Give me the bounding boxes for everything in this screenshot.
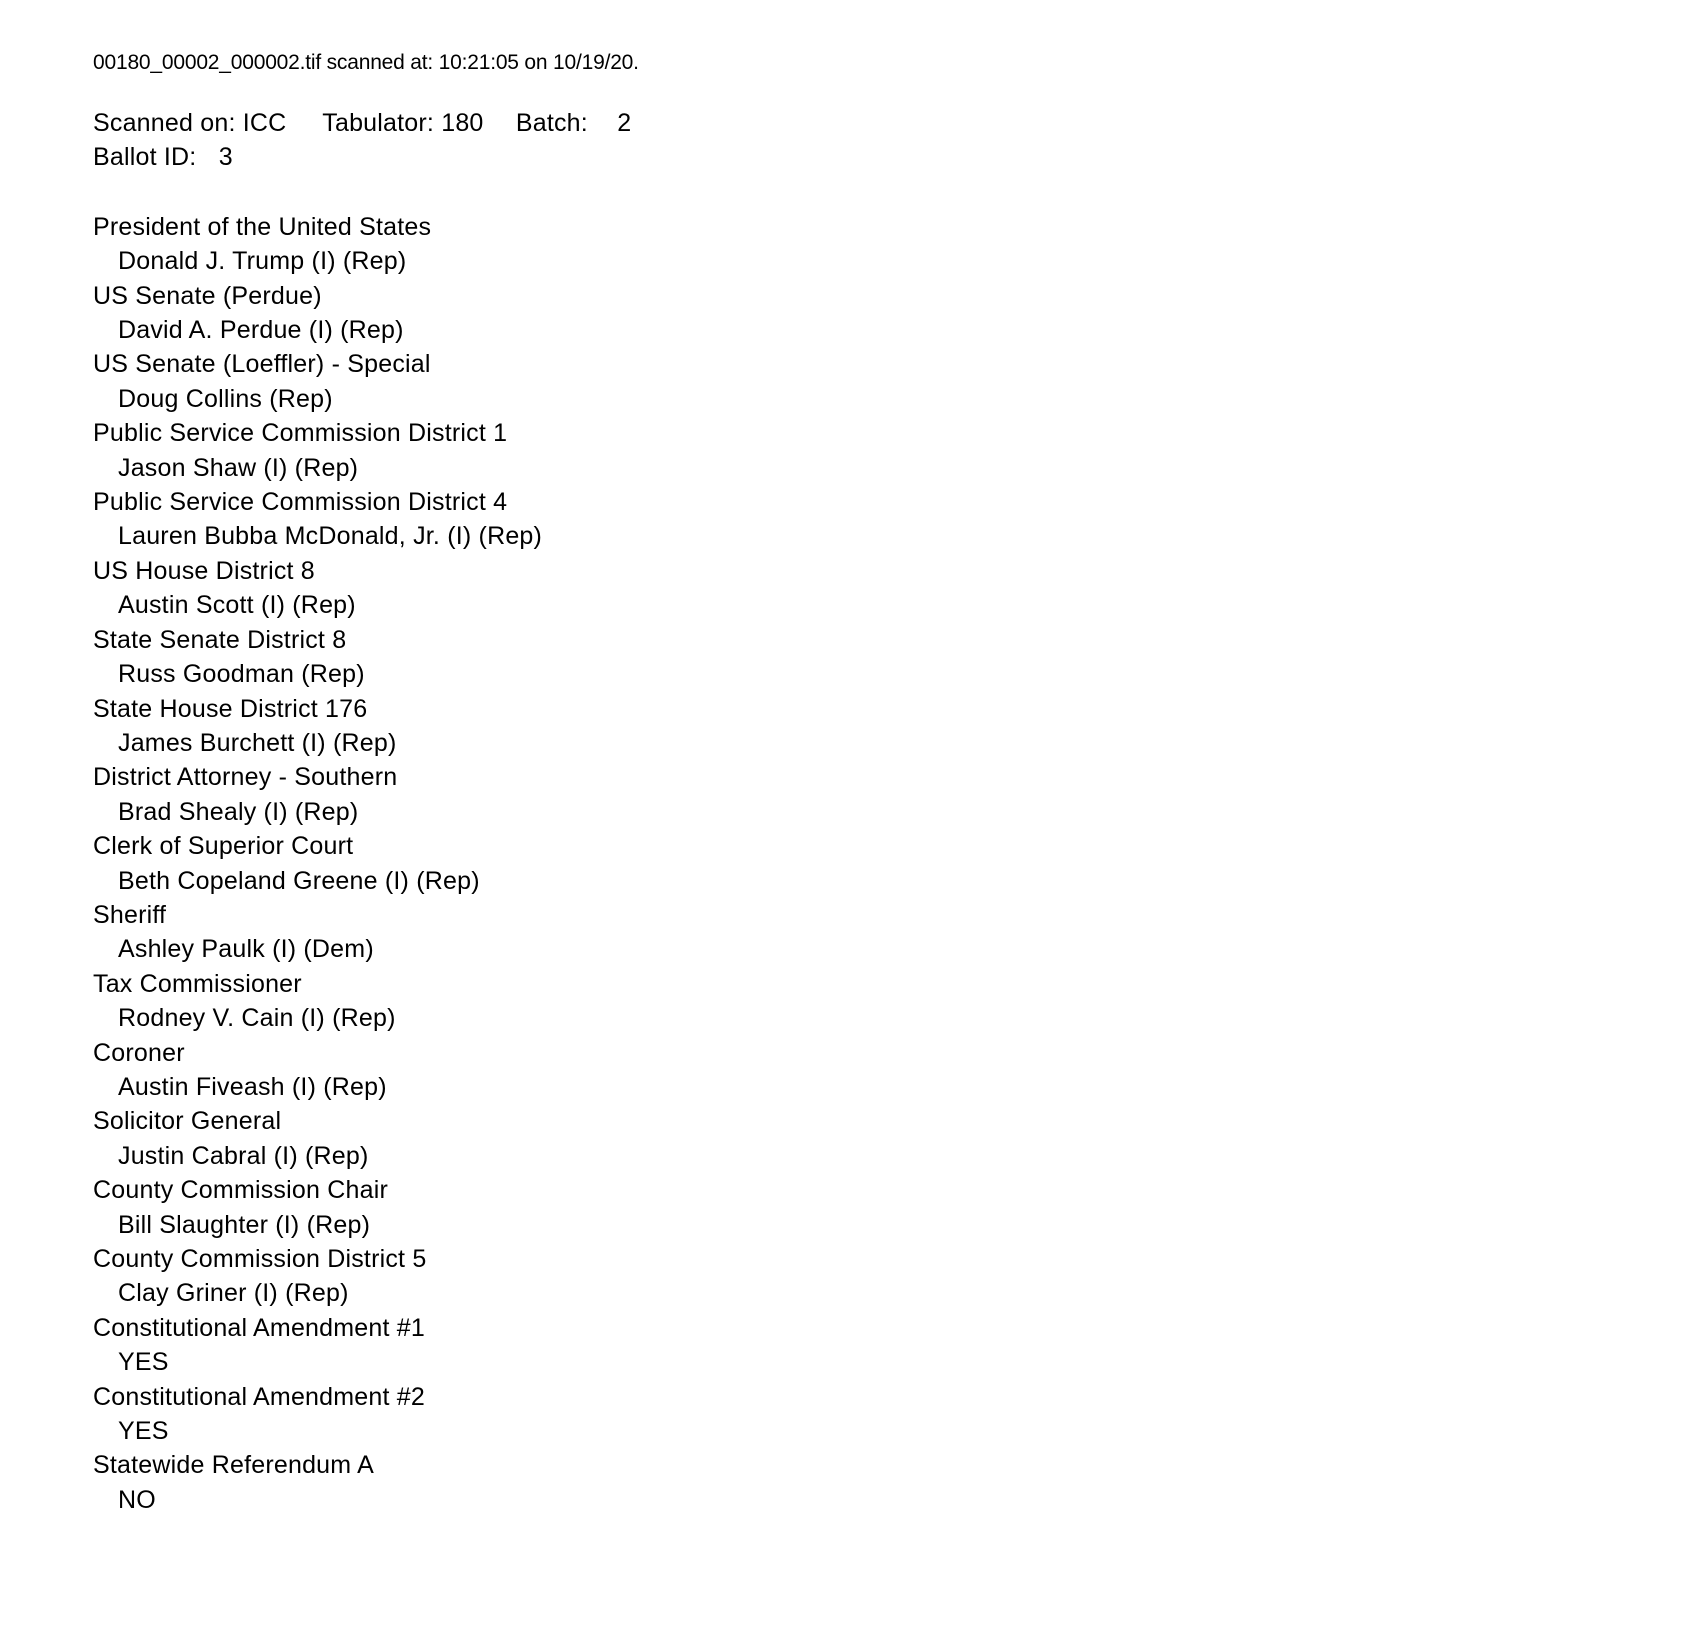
contest-selection: Austin Scott (I) (Rep) (118, 591, 356, 620)
contest-selection: Justin Cabral (I) (Rep) (118, 1141, 369, 1170)
contest-selection: Lauren Bubba McDonald, Jr. (I) (Rep) (118, 522, 543, 551)
contest-name: Public Service Commission District 4 (93, 488, 508, 517)
tabulator-value: 180 (441, 109, 484, 137)
contest-selection: Clay Griner (I) (Rep) (118, 1279, 349, 1308)
contest-entry (93, 623, 1667, 692)
contest-name: US Senate (Perdue) (93, 281, 322, 310)
contest-name: State Senate District 8 (93, 625, 347, 654)
contest-entry (93, 279, 1667, 348)
scan-meta-block (93, 106, 1667, 175)
contest-selection: Austin Fiveash (I) (Rep) (118, 1072, 387, 1101)
contest-entry (93, 829, 1667, 898)
ballot-id-value: 3 (218, 143, 233, 172)
ballot-id-line (93, 140, 1667, 174)
contest-entry (93, 554, 1667, 623)
contest-entry (93, 1380, 1667, 1449)
scan-meta-line (93, 106, 1667, 140)
contest-name: Constitutional Amendment #2 (93, 1382, 425, 1411)
scanned-on-value: ICC (242, 109, 287, 137)
contest-selection: Rodney V. Cain (I) (Rep) (118, 1004, 396, 1033)
contest-entry (93, 1173, 1667, 1242)
contest-entry (93, 210, 1667, 279)
contest-name: US Senate (Loeffler) - Special (93, 350, 431, 379)
scan-filename-line: 00180_00002_000002.tif scanned at: 10:21:05 on 10/19/20. (93, 51, 639, 74)
contest-selection: YES (118, 1417, 169, 1446)
contest-selection: YES (118, 1348, 169, 1377)
contest-entry (93, 692, 1667, 761)
contest-selection: Ashley Paulk (I) (Dem) (118, 935, 374, 964)
contest-entry (93, 1036, 1667, 1105)
contest-entry (93, 898, 1667, 967)
contest-list (93, 210, 1667, 1517)
contest-name: Public Service Commission District 1 (93, 419, 508, 448)
contest-selection: Jason Shaw (I) (Rep) (118, 453, 359, 482)
contest-name: State House District 176 (93, 694, 368, 723)
contest-entry (93, 347, 1667, 416)
contest-name: Sheriff (93, 900, 167, 929)
contest-entry (93, 1104, 1667, 1173)
contest-name: Solicitor General (93, 1107, 282, 1136)
contest-entry (93, 416, 1667, 485)
contest-selection: David A. Perdue (I) (Rep) (118, 316, 404, 345)
spacer (294, 130, 316, 131)
contest-selection: Doug Collins (Rep) (118, 384, 333, 413)
batch-value: 2 (617, 109, 632, 137)
contest-selection: James Burchett (I) (Rep) (118, 728, 397, 757)
contest-name: Statewide Referendum A (93, 1451, 374, 1480)
contest-entry (93, 1311, 1667, 1380)
contest-name: US House District 8 (93, 556, 315, 585)
contest-entry (93, 967, 1667, 1036)
contest-selection: Russ Goodman (Rep) (118, 660, 365, 689)
contest-name: Coroner (93, 1038, 185, 1067)
contest-name: District Attorney - Southern (93, 763, 398, 792)
contest-selection: Brad Shealy (I) (Rep) (118, 797, 359, 826)
contest-name: President of the United States (93, 212, 432, 241)
spacer (204, 164, 212, 165)
contest-name: County Commission Chair (93, 1176, 388, 1205)
contest-selection: NO (118, 1485, 156, 1514)
contest-entry (93, 760, 1667, 829)
spacer (491, 130, 509, 131)
contest-entry (93, 485, 1667, 554)
contest-name: Clerk of Superior Court (93, 832, 354, 861)
batch-label: Batch: (515, 109, 588, 137)
contest-selection: Beth Copeland Greene (I) (Rep) (118, 866, 480, 895)
contest-selection: Donald J. Trump (I) (Rep) (118, 247, 407, 276)
contest-name: Tax Commissioner (93, 969, 302, 998)
contest-name: Constitutional Amendment #1 (93, 1313, 425, 1342)
contest-entry (93, 1448, 1667, 1517)
tabulator-label: Tabulator: (322, 109, 435, 137)
contest-name: County Commission District 5 (93, 1245, 427, 1273)
ballot-id-label: Ballot ID: (93, 143, 197, 172)
spacer (595, 130, 610, 131)
contest-entry (93, 1242, 1667, 1311)
scanned-on-label: Scanned on: (93, 109, 236, 137)
contest-selection: Bill Slaughter (I) (Rep) (118, 1210, 371, 1239)
